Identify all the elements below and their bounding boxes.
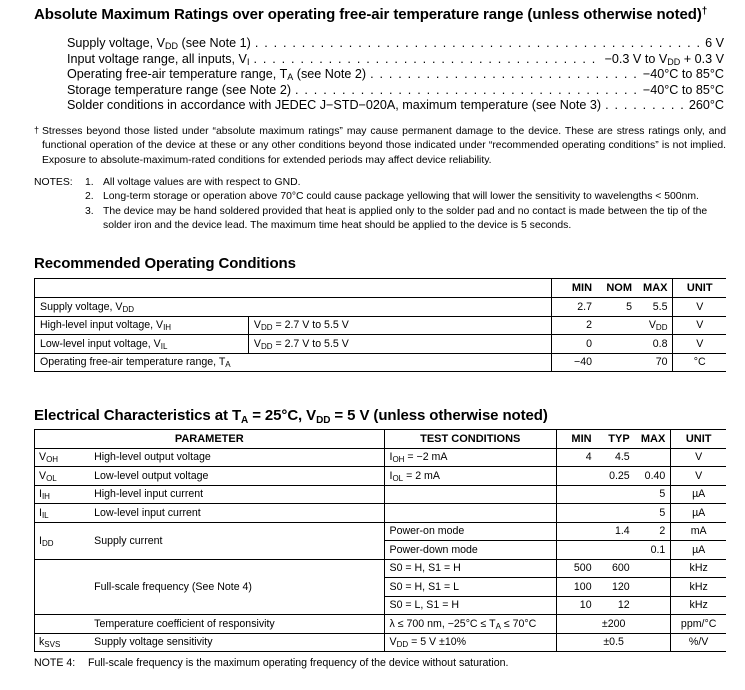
leader-dots bbox=[255, 36, 701, 52]
table-row: $I_{DD}$ Supply current Power-on mode 1.4 2 mA bbox=[35, 522, 727, 541]
param-cell: High-level input voltage, $V_{IH}$ bbox=[35, 316, 249, 335]
col-header-parameter: PARAMETER bbox=[35, 430, 385, 449]
table-row: Operating free-air temperature range, $T_A$ −40 70 °C bbox=[35, 353, 727, 372]
table-row: Low-level input voltage, $V_{IL}$ $V_{DD} = 2.7$ V to 5.5 V 0 0.8 V bbox=[35, 335, 727, 354]
condition-cell: $V_{DD} = 2.7$ V to 5.5 V bbox=[248, 316, 551, 335]
symbol-cell: $I_{IL}$ bbox=[35, 504, 90, 523]
col-header-nom: NOM bbox=[597, 279, 637, 298]
table-row: High-level input voltage, $V_{IH}$ $V_{DD} = 2.7$ V to 5.5 V 2 $V_{DD}$ V bbox=[35, 316, 727, 335]
table-row: $V_{OH}$ High-level output voltage $I_{OH} = -2$ mA 4 4.5 V bbox=[35, 448, 727, 467]
dagger-mark: † bbox=[701, 6, 708, 17]
symbol-cell: $V_{OH}$ bbox=[35, 448, 90, 467]
col-header-unit: UNIT bbox=[671, 430, 726, 449]
electrical-table bbox=[34, 429, 726, 652]
table-row: $I_{IL}$ Low-level input current 5 µA bbox=[35, 504, 727, 523]
table-row: Power-down mode 0.1 µA bbox=[35, 541, 727, 560]
table-row: Supply voltage, $V_{DD}$ 2.7 5 5.5 V bbox=[35, 298, 727, 317]
recommended-title: Recommended Operating Conditions bbox=[34, 255, 296, 272]
note-item: 1. All voltage values are with respect to GND. bbox=[85, 177, 301, 188]
electrical-title: Electrical Characteristics at $T_A = 25^\circ C$, $V_{DD} = 5$ V (unless otherwise noted) bbox=[34, 407, 548, 426]
rating-row-storage-temp: Storage temperature range (see Note 2) . . . −40°C to 85°C bbox=[67, 83, 724, 99]
table-row: $I_{IH}$ High-level input current 5 µA bbox=[35, 485, 727, 504]
leader-dots bbox=[253, 52, 600, 68]
col-header-typ: TYP bbox=[597, 430, 635, 449]
rating-value: 6 V bbox=[705, 36, 724, 50]
param-cell: Operating free-air temperature range, $T_A$ bbox=[35, 353, 552, 372]
table-row: $k_{SVS}$ Supply voltage sensitivity $V_{DD} = 5$ V ±10% ±0.5 %/V bbox=[35, 633, 727, 652]
condition-cell: $V_{DD} = 2.7$ V to 5.5 V bbox=[248, 335, 551, 354]
leader-dots bbox=[370, 67, 639, 83]
table-row: S0 = H, S1 = L 100 120 kHz bbox=[35, 578, 727, 597]
stress-footnote: † Stresses beyond those listed under “absolute maximum ratings” may cause permanent damage to the device. These are stress ratings only, and functional operation of the device at these or any other conditions beyond those indicated under “recommended operating conditions” is not implied. Exposure to absolute-maximum-rated conditions for extended periods may affect device reliability. bbox=[34, 125, 726, 166]
table-header-row bbox=[35, 430, 727, 449]
recommended-table bbox=[34, 278, 726, 372]
notes-list bbox=[34, 176, 726, 233]
note-4: NOTE 4: Full-scale frequency is the maximum operating frequency of the device without saturation. bbox=[34, 657, 509, 669]
notes-label: NOTES: bbox=[34, 177, 73, 188]
abs-max-title: Absolute Maximum Ratings over operating free-air temperature range (unless otherwise noted)† bbox=[34, 6, 708, 23]
col-header-min: MIN bbox=[556, 430, 596, 449]
dagger-mark: † bbox=[34, 125, 40, 135]
table-header-row bbox=[35, 279, 727, 298]
leader-dots bbox=[605, 98, 685, 114]
rating-row-input-voltage: Input voltage range, all inputs, $V_I$ . . . −0.3 V to $V_{DD} + 0.3$ V bbox=[67, 52, 724, 68]
table-row: S0 = L, S1 = H 10 12 kHz bbox=[35, 596, 727, 615]
rating-value: −0.3 V to $V_{DD} + 0.3$ V bbox=[604, 51, 724, 67]
param-cell: Low-level input voltage, $V_{IL}$ bbox=[35, 335, 249, 354]
table-row: Temperature coefficient of responsivity λ ≤ 700 nm, $-25^\circ C \le T_A \le 70^\circ C$ ±200 ppm/°C bbox=[35, 615, 727, 634]
table-row: Full-scale frequency (See Note 4) S0 = H, S1 = H 500 600 kHz bbox=[35, 559, 727, 578]
note-item: 2. Long-term storage or operation above 70°C could cause package yellowing that will lower the sensitivity to wavelengths < 500nm. bbox=[85, 191, 699, 203]
symbol-cell: $k_{SVS}$ bbox=[35, 633, 90, 652]
rating-value: −40°C to 85°C bbox=[642, 67, 724, 81]
rating-value: 260°C bbox=[688, 98, 724, 112]
leader-dots bbox=[295, 83, 639, 99]
col-header-min: MIN bbox=[551, 279, 597, 298]
col-header-test-conditions: TEST CONDITIONS bbox=[384, 430, 556, 449]
rating-value: −40°C to 85°C bbox=[642, 82, 724, 97]
col-header-max: MAX bbox=[637, 279, 673, 298]
symbol-cell: $I_{DD}$ bbox=[35, 522, 90, 559]
col-header-max: MAX bbox=[635, 430, 671, 449]
rating-row-operating-temp: Operating free-air temperature range, $T_A$ (see Note 2) . . . −40°C to 85°C bbox=[67, 67, 724, 83]
col-header-unit: UNIT bbox=[673, 279, 726, 298]
abs-max-ratings-list bbox=[67, 36, 724, 114]
rating-row-supply-voltage: Supply voltage, $V_{DD}$ (see Note 1) . . . 6 V bbox=[67, 36, 724, 52]
symbol-cell: $I_{IH}$ bbox=[35, 485, 90, 504]
table-row: $V_{OL}$ Low-level output voltage $I_{OL} = 2$ mA 0.25 0.40 V bbox=[35, 467, 727, 486]
note-item: 3. The device may be hand soldered provided that heat is applied only to the solder pad and no contact is made between the tip of the solder iron and the device lead. The maximum time heat should be applied to the device is 5 seconds. bbox=[85, 205, 708, 231]
symbol-cell: $V_{OL}$ bbox=[35, 467, 90, 486]
rating-row-solder-conditions: Solder conditions in accordance with JEDEC J−STD−020A, maximum temperature (see Note 3) . . . 260°C bbox=[67, 98, 724, 114]
param-cell: Supply voltage, $V_{DD}$ bbox=[35, 298, 552, 317]
